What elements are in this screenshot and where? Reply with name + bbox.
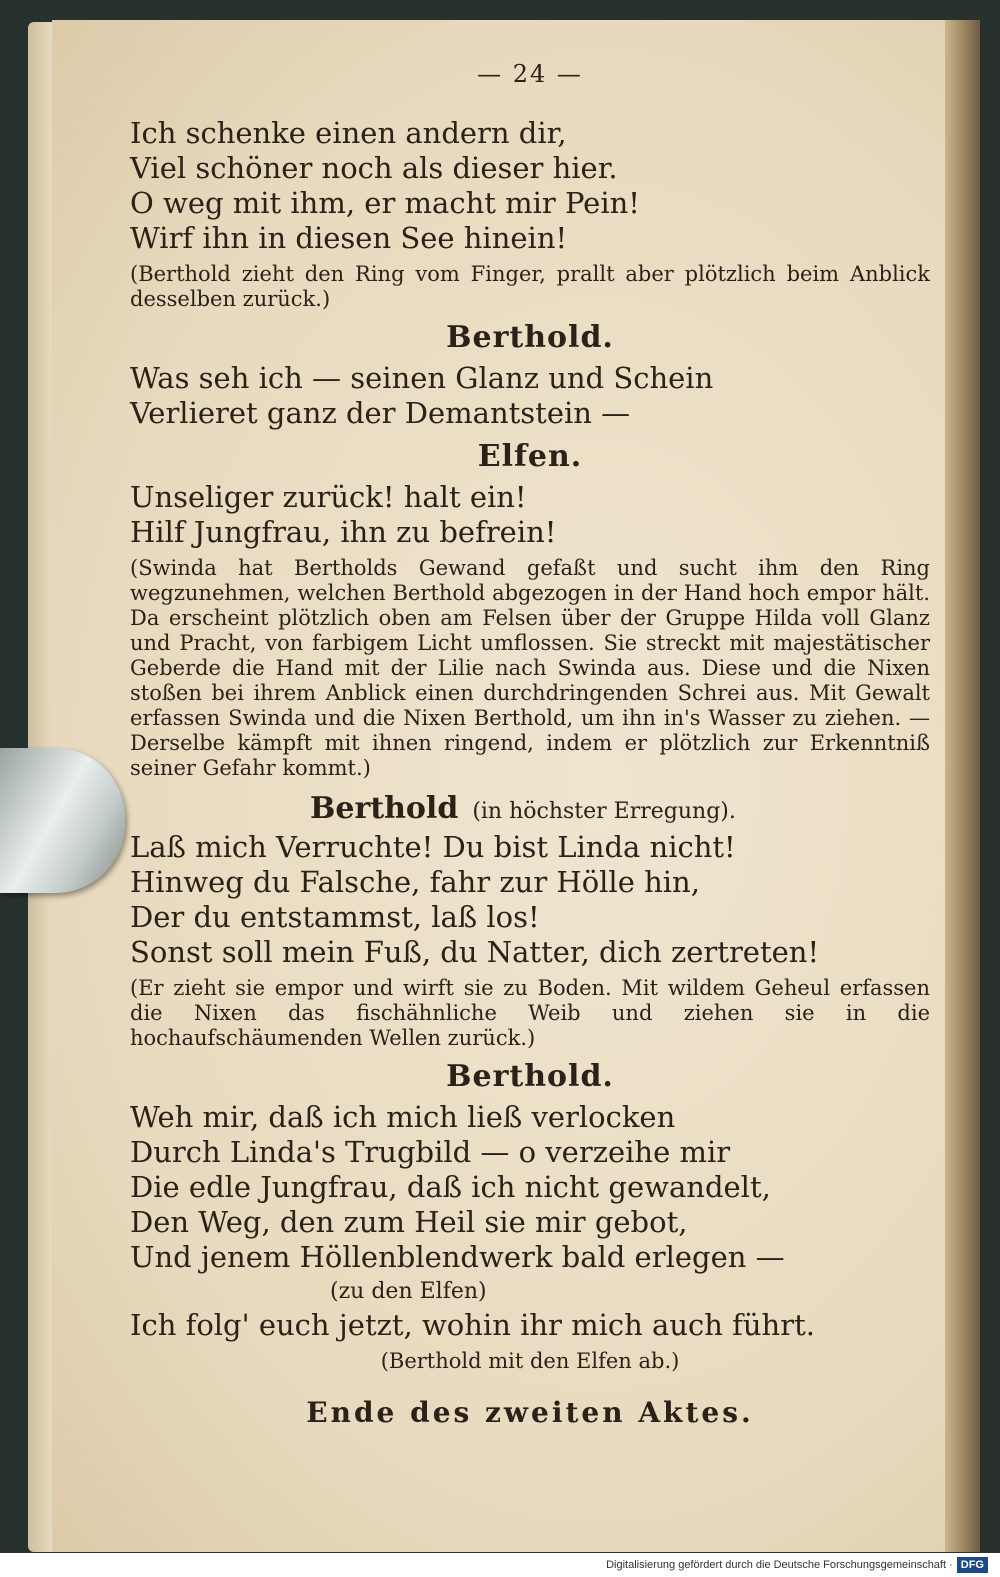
verse-line: Laß mich Verruchte! Du bist Linda nicht! bbox=[130, 830, 736, 864]
verse-line: Der du entstammst, laß los! bbox=[130, 900, 540, 934]
verse-line: Die edle Jungfrau, daß ich nicht gewandelt, bbox=[130, 1170, 771, 1204]
act-end: Ende des zweiten Aktes. bbox=[306, 1396, 754, 1429]
digitization-footer bbox=[0, 1553, 1000, 1577]
verse-block-4 bbox=[130, 830, 930, 970]
verse-line: Unseliger zurück! halt ein! bbox=[130, 480, 527, 514]
speaker-name: Berthold bbox=[310, 791, 459, 826]
speaker-note: (in höchster Erregung). bbox=[472, 799, 736, 824]
speaker-heading: Berthold. bbox=[446, 320, 614, 355]
verse-line: Den Weg, den zum Heil sie mir gebot, bbox=[130, 1205, 688, 1239]
page-right-edge bbox=[945, 20, 980, 1552]
speaker-heading: Berthold. bbox=[446, 1059, 614, 1094]
dfg-logo: DFG bbox=[957, 1557, 988, 1573]
speaker-heading: Elfen. bbox=[477, 439, 583, 474]
verse-block-3 bbox=[130, 480, 930, 550]
verse-line: Ich folg' euch jetzt, wohin ihr mich auch führt. bbox=[130, 1308, 815, 1342]
verse-line: Und jenem Höllenblendwerk bald erlegen — bbox=[130, 1240, 785, 1274]
verse-line: O weg mit ihm, er macht mir Pein! bbox=[130, 186, 640, 220]
verse-line: Weh mir, daß ich mich ließ verlocken bbox=[130, 1100, 676, 1134]
speaker-heading bbox=[310, 791, 930, 826]
verse-line: Sonst soll mein Fuß, du Natter, dich zertreten! bbox=[130, 935, 820, 969]
stage-direction: (zu den Elfen) bbox=[330, 1279, 487, 1304]
stage-direction: (Berthold zieht den Ring vom Finger, prallt aber plötzlich beim Anblick desselben zurück.) bbox=[130, 262, 930, 311]
verse-line: Wirf ihn in diesen See hinein! bbox=[130, 221, 568, 255]
verse-block-1 bbox=[130, 116, 930, 256]
verse-line: Viel schöner noch als dieser hier. bbox=[130, 151, 618, 185]
verse-block-5 bbox=[130, 1100, 930, 1275]
verse-line: Durch Linda's Trugbild — o verzeihe mir bbox=[130, 1135, 731, 1169]
verse-line: Hinweg du Falsche, fahr zur Hölle hin, bbox=[130, 865, 700, 899]
verse-line: Ich schenke einen andern dir, bbox=[130, 116, 567, 150]
page-number: — 24 — bbox=[477, 60, 583, 88]
verse-line: Hilf Jungfrau, ihn zu befrein! bbox=[130, 515, 557, 549]
footer-text: Digitalisierung gefördert durch die Deutsche Forschungsgemeinschaft · bbox=[606, 1559, 953, 1571]
stage-direction: (Berthold mit den Elfen ab.) bbox=[380, 1349, 680, 1373]
stage-direction: (Er zieht sie empor und wirft sie zu Boden. Mit wildem Geheul erfassen die Nixen das fischähnliche Weib und ziehen sie in die hochaufschäumenden Wellen zurück.) bbox=[130, 976, 930, 1050]
verse-line: Verlieret ganz der Demantstein — bbox=[130, 396, 631, 430]
page-content bbox=[130, 60, 930, 1429]
stage-direction: (Swinda hat Bertholds Gewand gefaßt und sucht ihm den Ring wegzunehmen, welchen Berthold abgezogen in der Hand hoch empor hält. Da erscheint plötzlich oben am Felsen über der Gruppe Hilda voll Glanz und Pracht, von farbigem Licht umflossen. Sie streckt mit majestätischer Geberde die Hand mit der Lilie nach Swinda aus. Diese und die Nixen stoßen bei ihrem Anblick einen durchdringenden Schrei aus. Mit Gewalt erfassen Swinda und die Nixen Berthold, um ihn in's Wasser zu ziehen. — Derselbe kämpft mit ihnen ringend, indem er plötzlich zur Erkenntniß seiner Gefahr kommt.) bbox=[130, 556, 930, 780]
verse-block-2 bbox=[130, 361, 930, 431]
verse-line: Was seh ich — seinen Glanz und Schein bbox=[130, 361, 714, 395]
